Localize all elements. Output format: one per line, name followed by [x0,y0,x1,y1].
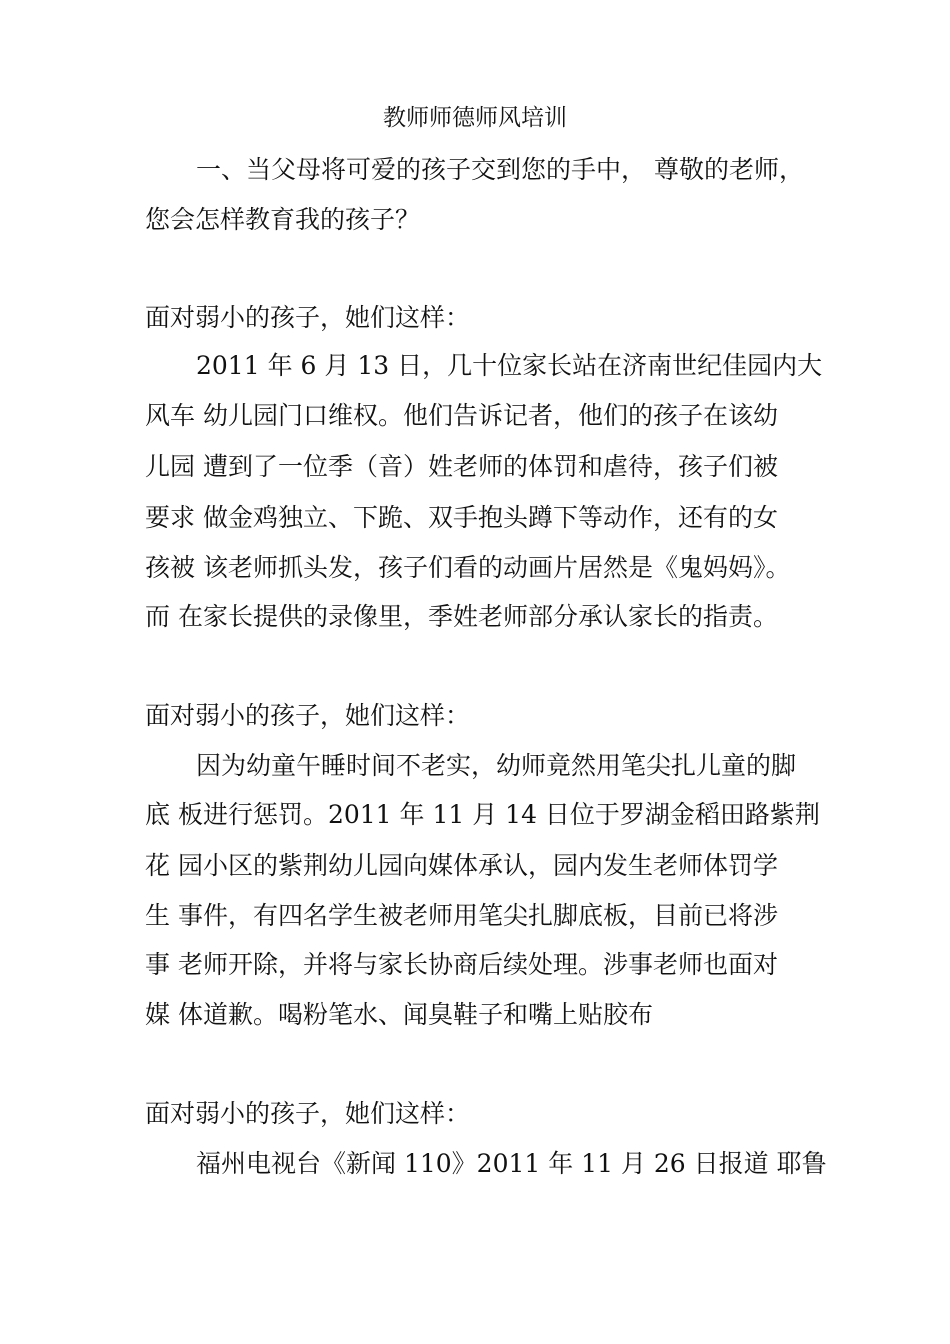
text-line: 风车 幼儿园门口维权。他们告诉记者，他们的孩子在该幼 [145,401,778,430]
text-line: 因为幼童午睡时间不老实，幼师竟然用笔尖扎儿童的脚 [196,751,797,780]
text-line: 一、当父母将可爱的孩子交到您的手中， 尊敬的老师， [196,155,804,184]
text-line: 而 在家长提供的录像里，季姓老师部分承认家长的指责。 [145,602,778,631]
section-heading: 面对弱小的孩子，她们这样： [145,1099,471,1128]
text-line: 媒 体道歉。喝粉笔水、闻臭鞋子和嘴上贴胶布 [145,1000,653,1029]
text-line: 孩被 该老师抓头发，孩子们看的动画片居然是《鬼妈妈》。 [145,553,791,582]
text-line: 底 板进行惩罚。2011 年 11 月 14 日位于罗湖金稻田路紫荆 [145,800,820,829]
text-line: 2011 年 6 月 13 日，几十位家长站在济南世纪佳园内大 [196,351,823,380]
document-title: 教师师德师风培训 [383,105,567,131]
text-line: 要求 做金鸡独立、下跪、双手抱头蹲下等动作，还有的女 [145,503,778,532]
text-line: 福州电视台《新闻 110》2011 年 11 月 26 日报道 耶鲁 [196,1149,827,1178]
text-line: 事 老师开除，并将与家长协商后续处理。涉事老师也面对 [145,950,778,979]
section-heading: 面对弱小的孩子，她们这样： [145,303,471,332]
text-line: 生 事件，有四名学生被老师用笔尖扎脚底板，目前已将涉 [145,901,778,930]
section-heading: 面对弱小的孩子，她们这样： [145,701,471,730]
text-line: 儿园 遭到了一位季（音）姓老师的体罚和虐待，孩子们被 [145,452,778,481]
text-line: 花 园小区的紫荆幼儿园向媒体承认，园内发生老师体罚学 [145,851,778,880]
text-line: 您会怎样教育我的孩子？ [145,205,421,234]
